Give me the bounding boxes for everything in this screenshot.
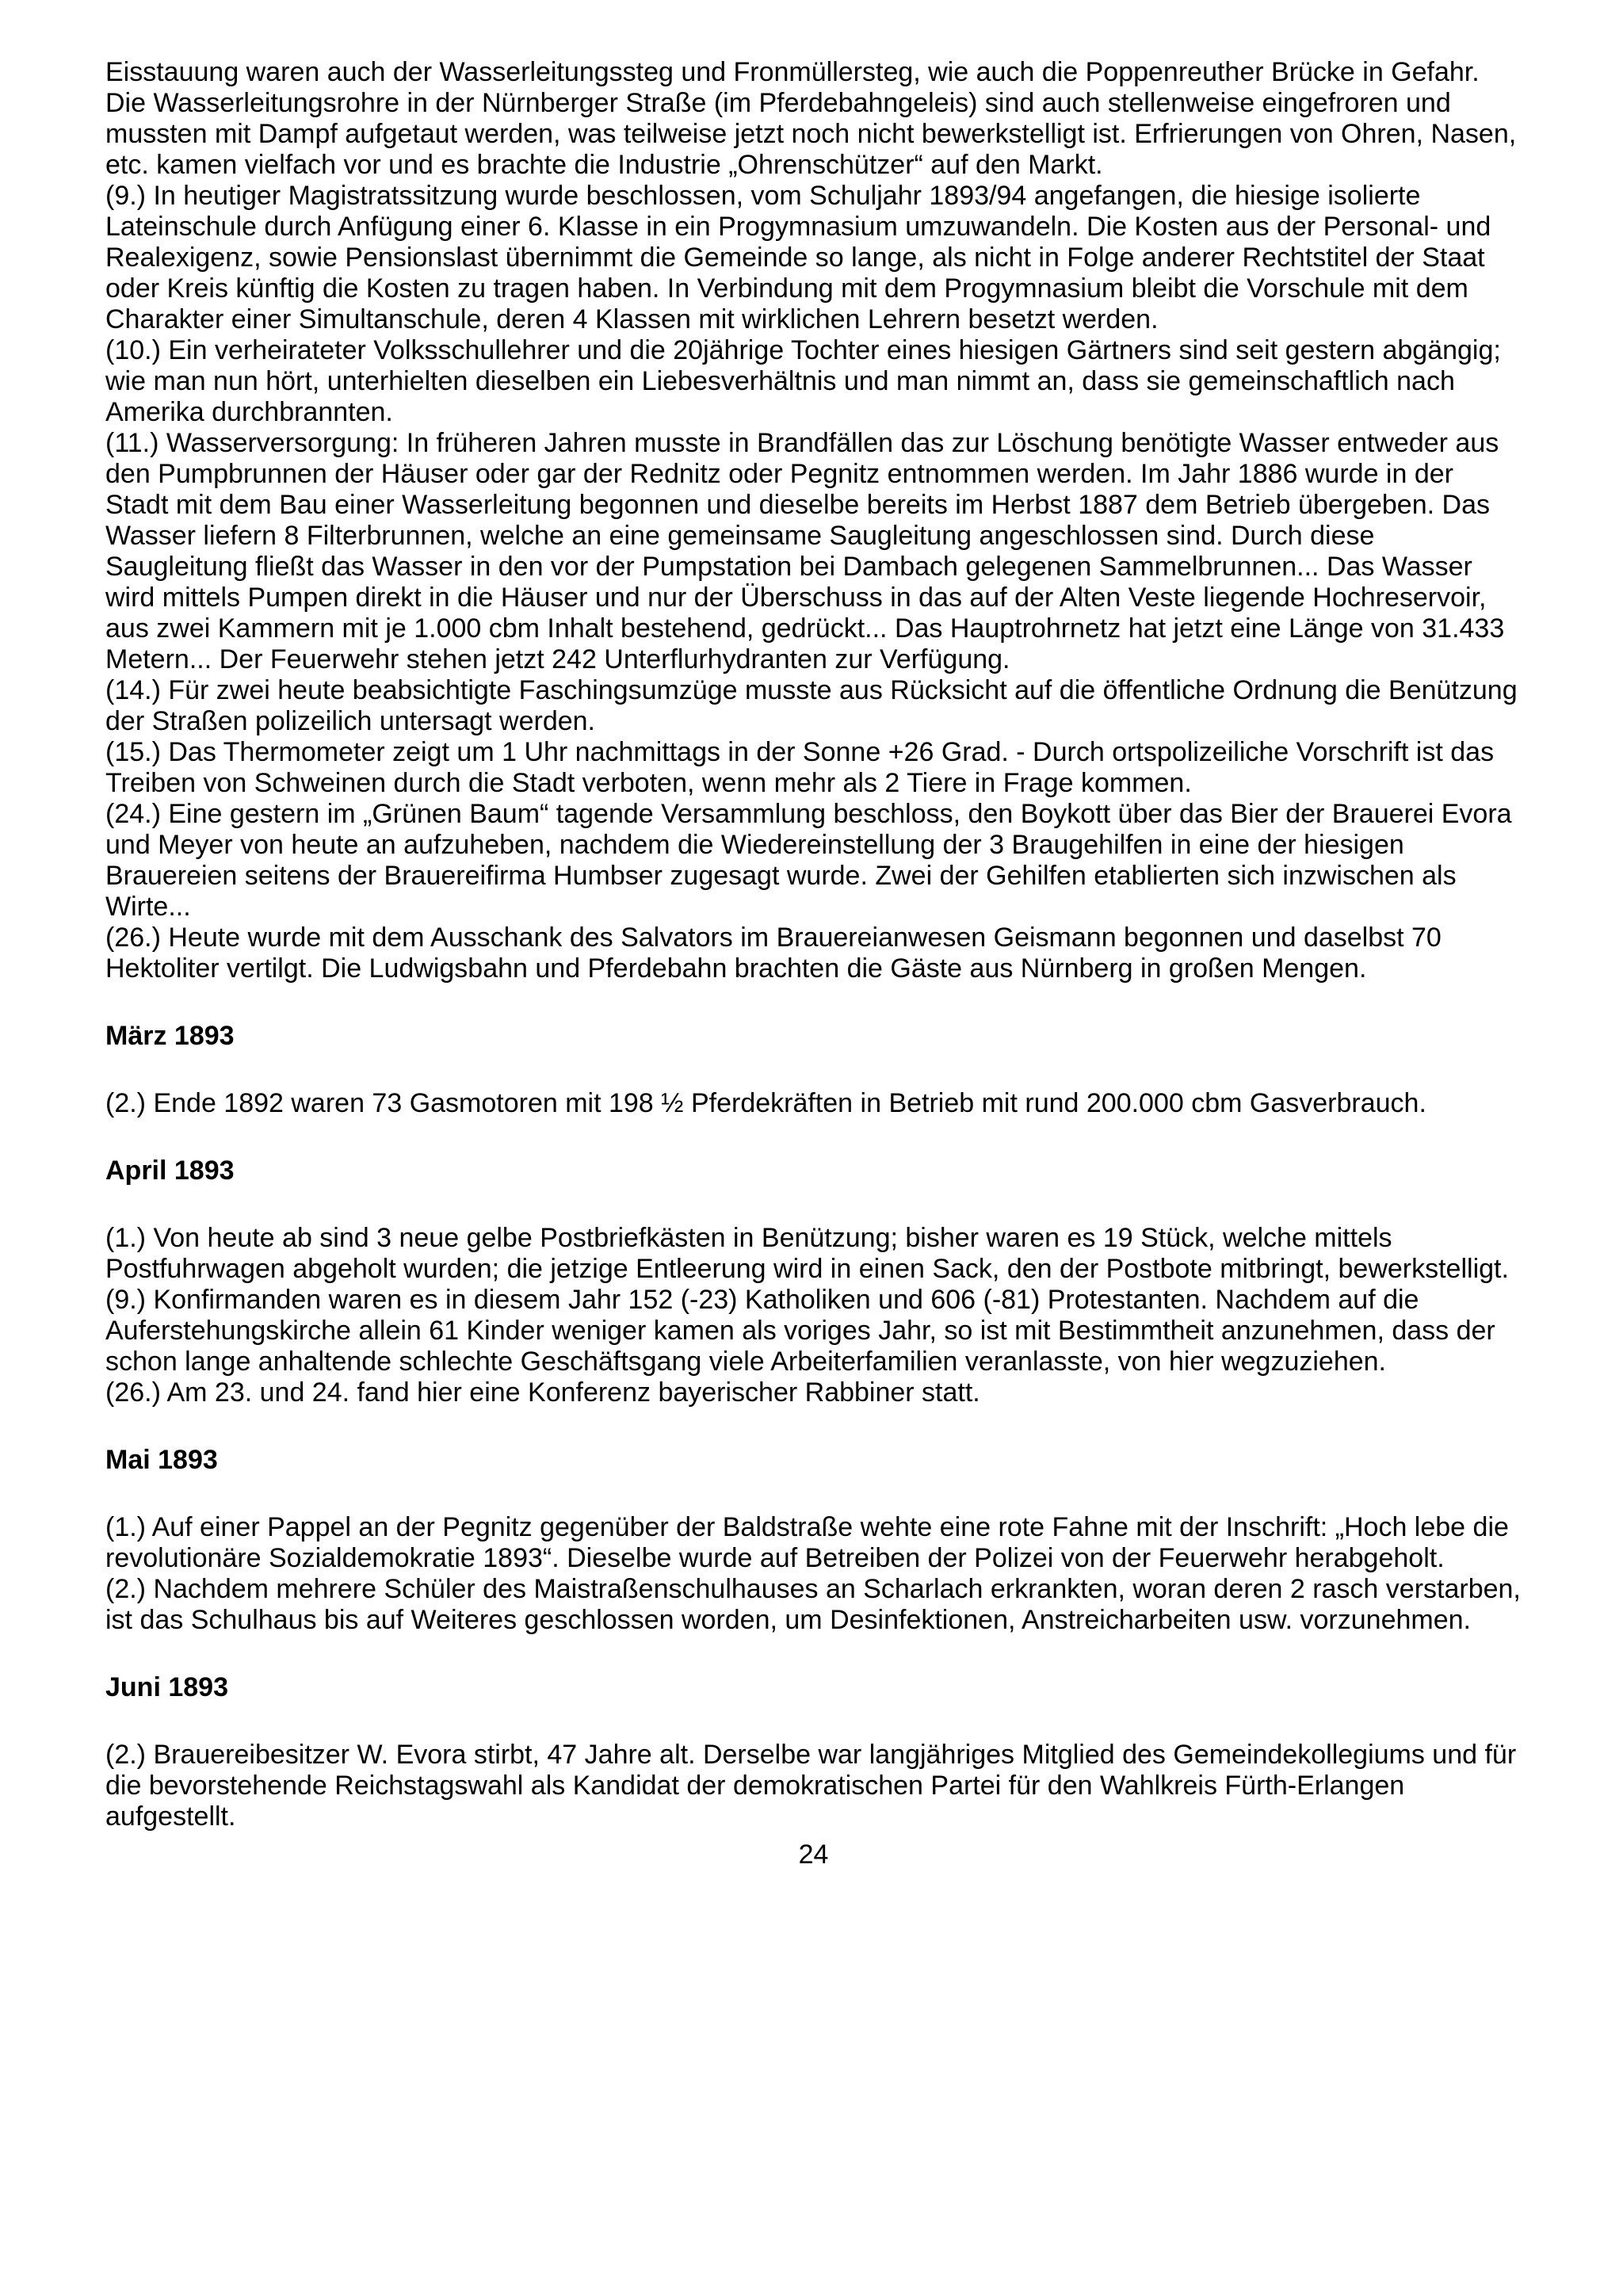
entry-24-beer-boycott: (24.) Eine gestern im „Grünen Baum“ tagende Versammlung beschloss, den Boykott über das Bier der Brauerei Evora und Meyer von heute an aufzuheben, nachdem die Wiedereinstellung der 3 Braugehilfen in eine der hiesigen Brauereien seitens der Brauereifirma Humbser zugesagt wurde. Zwei der Gehilfen etablierten sich inzwischen als Wirte...: [105, 799, 1512, 922]
entry-26-salvator-tapping: (26.) Heute wurde mit dem Ausschank des Salvators im Brauereianwesen Geismann begonnen und daselbst 70 Hektoliter vertilgt. Die Ludwigsbahn und Pferdebahn brachten die Gäste aus Nürnberg in großen Mengen.: [105, 923, 1442, 984]
entry-14-carnival-processions: (14.) Für zwei heute beabsichtigte Faschingsumzüge musste aus Rücksicht auf die öffentliche Ordnung die Benützung der Straßen polizeilich untersagt werden.: [105, 675, 1518, 736]
section-heading-april-1893: April 1893: [105, 1156, 235, 1186]
page-number: 24: [798, 1839, 829, 1870]
section-heading-may-1893: Mai 1893: [105, 1445, 218, 1475]
section-heading-march-1893: März 1893: [105, 1021, 235, 1051]
entry-11-water-supply: (11.) Wasserversorgung: In früheren Jahren musste in Brandfällen das zur Löschung benötigte Wasser entweder aus den Pumpbrunnen der Häuser oder gar der Rednitz oder Pegnitz entnommen werden. Im Jahr 1886 wurde in der Stadt mit dem Bau einer Wasserleitung begonnen und dieselbe bereits im Herbst 1887 dem Betrieb übergeben. Das Wasser liefern 8 Filterbrunnen, welche an eine gemeinsame Saugleitung angeschlossen sind. Durch diese Saugleitung fließt das Wasser in den vor der Pumpstation bei Dambach gelegenen Sammelbrunnen... Das Wasser wird mittels Pumpen direkt in die Häuser und nur der Überschuss in das auf der Alten Veste liegende Hochreservoir, aus zwei Kammern mit je 1.000 cbm Inhalt bestehend, gedrückt... Das Hauptrohrnetz hat jetzt eine Länge von 31.433 Metern... Der Feuerwehr stehen jetzt 242 Unterflurhydranten zur Verfügung.: [105, 428, 1505, 674]
section-heading-june-1893: Juni 1893: [105, 1672, 228, 1702]
entry-2-evora-death: (2.) Brauereibesitzer W. Evora stirbt, 47 Jahre alt. Derselbe war langjähriges Mitglied des Gemeindekollegiums und für die bevorstehende Reichstagswahl als Kandidat der demokratischen Partei für den Wahlkreis Fürth-Erlangen aufgestellt.: [105, 1740, 1517, 1832]
entry-9-magistrate-session: (9.) In heutiger Magistratssitzung wurde beschlossen, vom Schuljahr 1893/94 angefangen, die hiesige isolierte Lateinschule durch Anfügung einer 6. Klasse in ein Progymnasium umzuwandeln. Die Kosten aus der Personal- und Realexigenz, sowie Pensionslast übernimmt die Gemeinde so lange, als nicht in Folge anderer Rechtstitel der Staat oder Kreis künftig die Kosten zu tragen haben. In Verbindung mit dem Progymnasium bleibt die Vorschule mit dem Charakter einer Simultanschule, deren 4 Klassen mit wirklichen Lehrern besetzt werden.: [105, 181, 1491, 334]
paragraph-ice-jam-continuation: Eisstauung waren auch der Wasserleitungssteg und Fronmüllersteg, wie auch die Poppenreuther Brücke in Gefahr. Die Wasserleitungsrohre in der Nürnberger Straße (im Pferdebahngeleis) sind auch stellenweise eingefroren und mussten mit Dampf aufgetaut werden, was teilweise jetzt noch nicht bewerkstelligt ist. Erfrierungen von Ohren, Nasen, etc. kamen vielfach vor und es brachte die Industrie „Ohrenschützer“ auf den Markt.: [105, 57, 1517, 180]
entry-2-scarlet-fever-school: (2.) Nachdem mehrere Schüler des Maistraßenschulhauses an Scharlach erkrankten, woran deren 2 rasch verstarben, ist das Schulhaus bis auf Weiteres geschlossen worden, um Desinfektionen, Anstreicharbeiten usw. vorzunehmen.: [105, 1574, 1521, 1635]
entry-2-gas-motors: (2.) Ende 1892 waren 73 Gasmotoren mit 198 ½ Pferdekräften in Betrieb mit rund 200.000 cbm Gasverbrauch.: [105, 1088, 1426, 1118]
entry-26-rabbi-conference: (26.) Am 23. und 24. fand hier eine Konferenz bayerischer Rabbiner statt.: [105, 1377, 980, 1408]
entry-1-mailboxes: (1.) Von heute ab sind 3 neue gelbe Postbriefkästen in Benützung; bisher waren es 19 Stück, welche mittels Postfuhrwagen abgeholt wurden; die jetzige Entleerung wird in einen Sack, den der Postbote mitbringt, bewerkstelligt.: [105, 1223, 1509, 1284]
entry-15-thermometer: (15.) Das Thermometer zeigt um 1 Uhr nachmittags in der Sonne +26 Grad. - Durch ortspolizeiliche Vorschrift ist das Treiben von Schweinen durch die Stadt verboten, wenn mehr als 2 Tiere in Frage kommen.: [105, 737, 1495, 798]
entry-1-red-flag: (1.) Auf einer Pappel an der Pegnitz gegenüber der Baldstraße wehte eine rote Fahne mit der Inschrift: „Hoch lebe die revolutionäre Sozialdemokratie 1893“. Dieselbe wurde auf Betreiben der Polizei von der Feuerwehr herabgeholt.: [105, 1512, 1509, 1573]
entry-10-schoolteacher-elopement: (10.) Ein verheirateter Volksschullehrer und die 20jährige Tochter eines hiesigen Gärtners sind seit gestern abgängig; wie man nun hört, unterhielten dieselben ein Liebesverhältnis und man nimmt an, dass sie gemeinschaftlich nach Amerika durchbrannten.: [105, 335, 1501, 427]
entry-9-confirmands: (9.) Konfirmanden waren es in diesem Jahr 152 (-23) Katholiken und 606 (-81) Protestanten. Nachdem auf die Auferstehungskirche allein 61 Kinder weniger kamen als voriges Jahr, so ist mit Bestimmtheit anzunehmen, dass der schon lange anhaltende schlechte Geschäftsgang viele Arbeiterfamilien veranlasste, von hier wegzuziehen.: [105, 1285, 1495, 1377]
